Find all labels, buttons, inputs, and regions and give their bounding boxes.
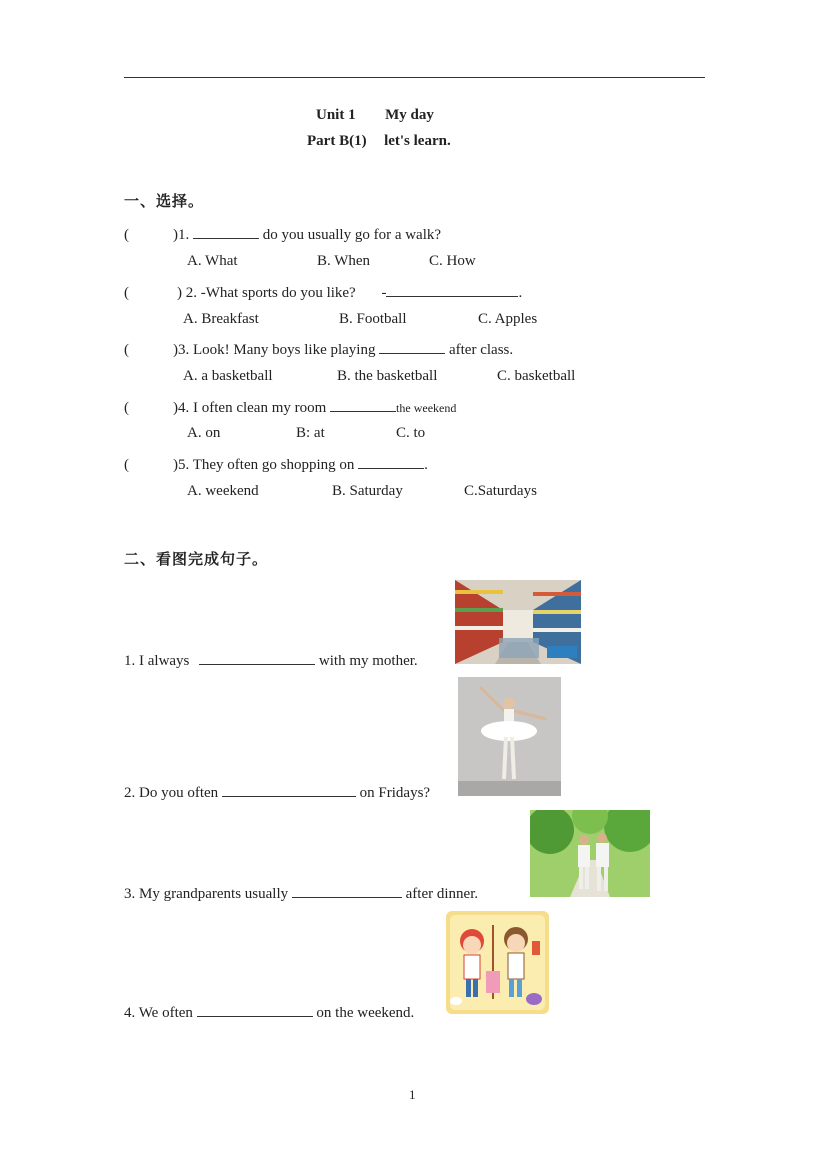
option-a: A. a basketball [183, 368, 273, 384]
section-1-heading: 一、选择。 [124, 192, 205, 210]
option-b: B. When [317, 253, 371, 269]
sentence-end: on Fridays? [359, 785, 431, 801]
option-b: B. the basketball [337, 368, 438, 384]
option-a: A. What [187, 253, 238, 269]
period: . [518, 285, 523, 301]
option-c: C. basketball [497, 368, 576, 384]
top-rule [124, 77, 705, 78]
question-number: 5. [178, 457, 190, 473]
option-a: A. on [187, 425, 221, 441]
question-text-end: after class. [448, 342, 514, 358]
sentence-2 [124, 782, 430, 802]
option-a: A. weekend [187, 483, 259, 499]
answer-blank[interactable] [379, 339, 445, 354]
question-text: do you usually go for a walk? [262, 227, 442, 243]
kids-cleaning-cartoon [446, 911, 549, 1014]
sentence-3 [124, 883, 478, 903]
answer-blank[interactable] [197, 1002, 313, 1017]
option-a: A. Breakfast [183, 311, 259, 327]
question-text: I often clean my room [193, 400, 327, 416]
paren-close: ) [173, 227, 178, 243]
sentence-start: 2. Do you often [124, 785, 219, 801]
part-title: let's learn. [384, 133, 451, 149]
ballet-dancer-photo [458, 677, 561, 796]
answer-blank[interactable] [193, 224, 259, 239]
question-text: -What sports do you like? [200, 285, 356, 301]
answer-blank[interactable] [330, 397, 396, 412]
paren-open: ( [124, 227, 129, 243]
sentence-end: after dinner. [405, 886, 479, 902]
paren-close: ) [173, 457, 178, 473]
question-number: 2. [185, 285, 197, 301]
option-c: C. to [396, 425, 426, 441]
unit-label: Unit 1 [316, 107, 356, 123]
paren-close: ) [173, 342, 178, 358]
question-text: Look! Many boys like playing [193, 342, 376, 358]
grandparents-walking-photo [530, 810, 650, 897]
paren-open: ( [124, 400, 129, 416]
paren-open: ( [124, 285, 129, 301]
question-2 [124, 282, 522, 302]
question-number: 3. [178, 342, 190, 358]
question-text-end: the weekend [396, 401, 457, 415]
page-number: 1 [409, 1087, 416, 1102]
sentence-start: 1. I always [124, 653, 190, 669]
question-5 [124, 454, 428, 474]
sentence-start: 4. We often [124, 1005, 193, 1021]
question-4 [124, 397, 456, 417]
question-number: 1. [178, 227, 190, 243]
option-c: C.Saturdays [464, 483, 537, 499]
answer-blank[interactable] [199, 650, 315, 665]
answer-blank[interactable] [358, 454, 424, 469]
question-3 [124, 339, 513, 359]
sentence-start: 3. My grandparents usually [124, 886, 289, 902]
unit-title: My day [385, 107, 434, 123]
paren-open: ( [124, 342, 129, 358]
option-b: B. Saturday [332, 483, 403, 499]
answer-blank[interactable] [292, 883, 402, 898]
sentence-end: on the weekend. [316, 1005, 415, 1021]
answer-blank[interactable] [386, 282, 518, 297]
question-number: 4. [178, 400, 190, 416]
paren-open: ( [124, 457, 129, 473]
question-1 [124, 224, 441, 244]
option-b: B. Football [339, 311, 407, 327]
part-label: Part B(1) [307, 133, 367, 149]
period: . [424, 457, 428, 473]
sentence-end: with my mother. [318, 653, 418, 669]
option-c: C. How [429, 253, 476, 269]
paren-close: ) [177, 285, 182, 301]
sentence-1 [124, 650, 418, 670]
part-heading [307, 133, 451, 150]
section-2-heading: 二、看图完成句子。 [124, 550, 269, 568]
answer-blank[interactable] [222, 782, 356, 797]
sentence-4 [124, 1002, 414, 1022]
supermarket-aisle-photo [455, 580, 581, 664]
dash: - [381, 285, 387, 301]
option-b: B: at [296, 425, 325, 441]
paren-close: ) [173, 400, 178, 416]
option-c: C. Apples [478, 311, 538, 327]
question-text: They often go shopping on [192, 457, 355, 473]
unit-heading [316, 107, 434, 124]
